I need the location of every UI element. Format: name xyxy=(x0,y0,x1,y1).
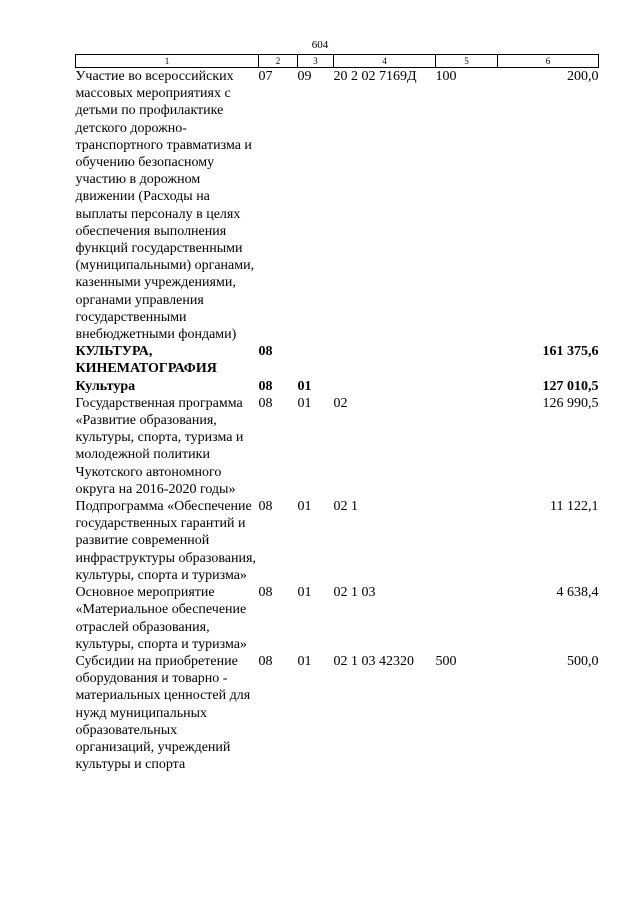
table-row xyxy=(76,395,599,498)
target-article-cell xyxy=(334,343,436,377)
table-row xyxy=(76,343,599,377)
column-header-3: 3 xyxy=(298,55,334,68)
expense-type-cell: 100 xyxy=(435,69,457,84)
subsection-code-cell xyxy=(298,343,334,377)
target-article-cell: 02 1 03 42320 xyxy=(333,653,414,669)
target-article-cell: 02 1 03 xyxy=(333,585,376,601)
table-row xyxy=(76,584,599,653)
column-header-2: 2 xyxy=(259,55,298,68)
section-code-cell: 07 xyxy=(258,69,273,84)
expense-type-cell xyxy=(436,498,498,584)
amount-cell: 126 990,5 xyxy=(542,395,599,411)
subsection-code-cell: 01 xyxy=(297,499,312,515)
amount-cell: 200,0 xyxy=(567,69,599,84)
amount-cell: 161 375,6 xyxy=(542,344,599,360)
expense-type-cell xyxy=(436,584,498,653)
table-header xyxy=(76,55,599,68)
header-row xyxy=(76,55,599,68)
table-row xyxy=(76,378,599,395)
section-code-cell: 08 xyxy=(258,585,273,601)
table-body xyxy=(76,68,599,774)
table-row xyxy=(76,653,599,773)
target-article-cell: 02 1 xyxy=(333,499,358,515)
section-code-cell: 08 xyxy=(258,499,273,515)
expense-type-cell: 500 xyxy=(435,653,457,669)
expense-type-cell xyxy=(436,395,498,498)
row-name-cell: КУЛЬТУРА, КИНЕМАТОГРАФИЯ xyxy=(75,344,217,377)
table-row xyxy=(76,68,599,344)
expense-type-cell xyxy=(436,378,498,395)
row-name-cell: Основное мероприятие «Материальное обеспечение отраслей образования, культуры, спорта и туризма» xyxy=(75,585,247,652)
subsection-code-cell: 01 xyxy=(297,653,312,669)
section-code-cell: 08 xyxy=(258,378,273,394)
amount-cell: 4 638,4 xyxy=(556,585,599,601)
page-number: 604 xyxy=(311,39,329,51)
budget-table xyxy=(75,54,599,773)
section-code-cell: 08 xyxy=(258,344,273,360)
target-article-cell: 02 xyxy=(333,395,348,411)
row-name-cell: Субсидии на приобретение оборудования и товарно - материальных ценностей для нужд муниципальных образовательных организаций, учреждений культуры и спорта xyxy=(75,653,251,773)
section-code-cell: 08 xyxy=(258,395,273,411)
subsection-code-cell: 09 xyxy=(297,69,312,84)
column-header-4: 4 xyxy=(334,55,436,68)
amount-cell: 11 122,1 xyxy=(550,499,599,515)
column-header-1: 1 xyxy=(76,55,259,68)
section-code-cell: 08 xyxy=(258,653,273,669)
row-name-cell: Участие во всероссийских массовых мероприятиях с детьми по профилактике детского дорожно-транспортного травматизма и обучению безопасному участию в дорожном движении (Расходы на выплаты персоналу в целях обеспечения выполнения функций государственными (муниципальными) органами, казенными учреждениями, органами управления государственными внебюджетными фондами) xyxy=(75,69,255,343)
subsection-code-cell: 01 xyxy=(297,378,312,394)
row-name-cell: Государственная программа «Развитие образования, культуры, спорта, туризма и молодежной политики Чукотского автономного округа на 2016-2020 годы» xyxy=(75,395,244,497)
subsection-code-cell: 01 xyxy=(297,585,312,601)
table-row xyxy=(76,498,599,584)
row-name-cell: Подпрограмма «Обеспечение государственных гарантий и развитие современной инфраструктуры образования, культуры, спорта и туризма» xyxy=(75,499,256,583)
target-article-cell xyxy=(334,378,436,395)
column-header-5: 5 xyxy=(436,55,498,68)
expense-type-cell xyxy=(436,343,498,377)
row-name-cell: Культура xyxy=(75,378,136,394)
amount-cell: 500,0 xyxy=(567,653,599,669)
target-article-cell: 20 2 02 7169Д xyxy=(333,69,417,84)
column-header-6: 6 xyxy=(498,55,599,68)
subsection-code-cell: 01 xyxy=(297,395,312,411)
amount-cell: 127 010,5 xyxy=(542,378,599,394)
